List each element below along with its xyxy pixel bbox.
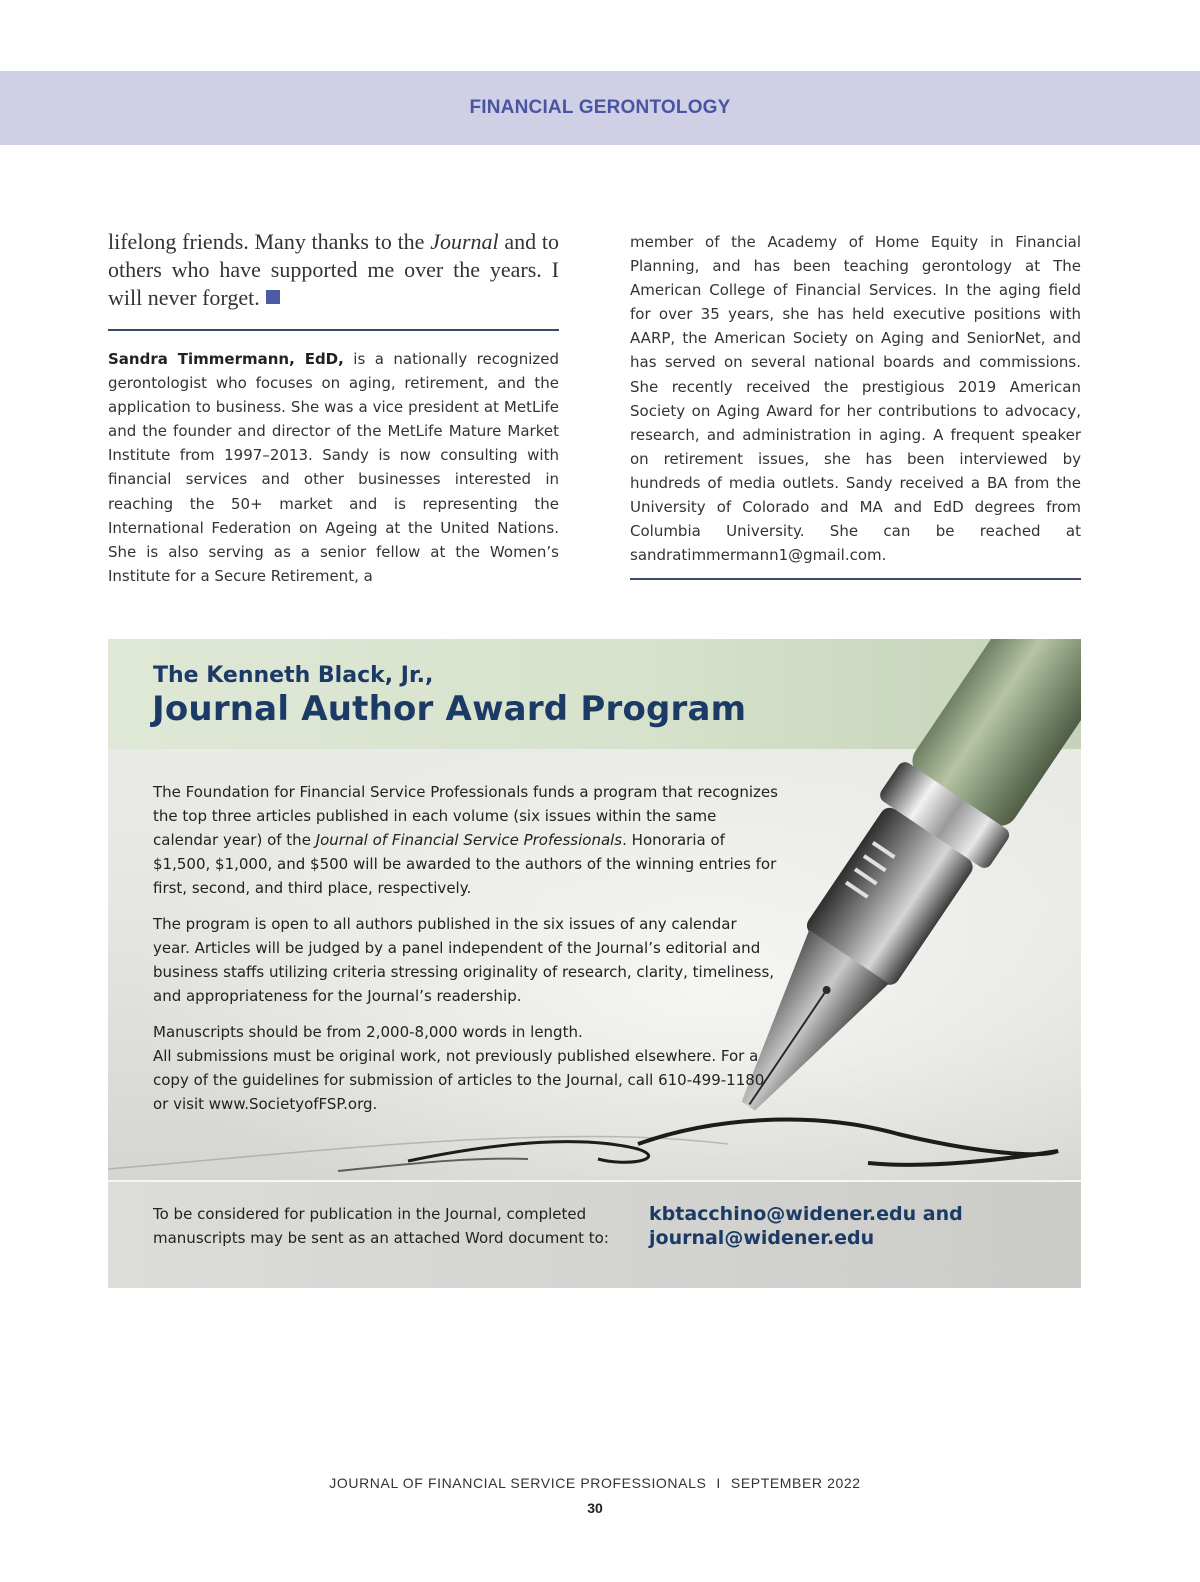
page-number: 30 bbox=[587, 1500, 603, 1516]
email-kbtacchino: kbtacchino@widener.edu and bbox=[649, 1203, 963, 1225]
closing-text-start: lifelong friends. Many thanks to the bbox=[108, 229, 431, 254]
right-column bbox=[630, 230, 1081, 580]
ad-p1-text-end: . Honoraria of $1,500, $1,000, and $500 will be awarded to the authors of the winning entries for first, second, and third place, respectively. bbox=[153, 831, 777, 897]
ad-footer bbox=[108, 1182, 1081, 1288]
ad-p1-text: The Foundation for Financial Service Professionals funds a program that recognizes the top three articles published in each volume (six issues within the same calendar year) of the bbox=[153, 783, 778, 849]
author-bio-right: member of the Academy of Home Equity in Financial Planning, and has been teaching gerontology at The American College of Financial Services. In the aging field for over 35 years, she has held executive positions with AARP, the American Society on Aging and SeniorNet, and has served on several national boards and commissions. She recently received the prestigious 2019 American Society on Aging Award for her contributions to advocacy, research, and administration in aging. A frequent speaker on retirement issues, she has been interviewed by hundreds of media outlets. Sandy received a BA from the University of Colorado and MA and EdD degrees from Columbia University. She can be reached at sandratimmermann1@gmail.com. bbox=[630, 233, 1081, 565]
ad-paragraph-manuscripts bbox=[153, 1020, 778, 1116]
ad-title: Journal Author Award Program bbox=[152, 689, 747, 729]
left-column bbox=[108, 228, 559, 588]
email-journal: journal@widener.edu bbox=[649, 1227, 875, 1249]
ad-word-limit: Manuscripts should be from 2,000-8,000 words in length. bbox=[153, 1023, 583, 1041]
ad-submission-guidelines: All submissions must be original work, not previously published elsewhere. For a copy of the guidelines for submission of articles to the Journal, call 610-499-1180 or visit www.SocietyofFSP.org. bbox=[153, 1047, 765, 1113]
article-closing-paragraph bbox=[108, 228, 559, 312]
divider-rule bbox=[108, 329, 559, 331]
running-footer bbox=[0, 1475, 1190, 1491]
ad-paragraph-eligibility: The program is open to all authors published in the six issues of any calendar year. Articles will be judged by a panel independent of the Journal’s editorial and business staffs utilizing criteria stressing originality of research, clarity, timeliness, and appropriateness for the Journal’s readership. bbox=[153, 915, 775, 1005]
award-program-ad bbox=[108, 639, 1081, 1288]
footer-journal-name: JOURNAL OF FINANCIAL SERVICE PROFESSIONALS bbox=[329, 1475, 707, 1491]
section-title: FINANCIAL GERONTOLOGY bbox=[469, 97, 731, 118]
ad-paragraph-funding bbox=[153, 780, 778, 900]
ad-body bbox=[153, 780, 778, 1128]
footer-issue-date: SEPTEMBER 2022 bbox=[730, 1475, 861, 1491]
closing-text-end: and to others who have supported me over the years. I will never forget. bbox=[108, 229, 559, 310]
ad-contact-emails bbox=[649, 1202, 963, 1250]
footer-separator: I bbox=[716, 1475, 721, 1491]
end-of-article-mark-icon bbox=[266, 290, 280, 304]
ad-journal-name: Journal of Financial Service Professionals bbox=[315, 831, 623, 849]
divider-rule bbox=[630, 578, 1081, 580]
author-bio-left bbox=[108, 347, 559, 588]
closing-journal-italic: Journal bbox=[430, 229, 499, 254]
author-name: Sandra Timmermann, EdD, bbox=[108, 350, 344, 368]
section-header-band bbox=[0, 71, 1200, 145]
ad-submission-instructions: To be considered for publication in the Journal, completed manuscripts may be sent as an attached Word document to: bbox=[153, 1205, 609, 1247]
author-bio-text: is a nationally recognized gerontologist who focuses on aging, retirement, and the application to business. She was a vice president at MetLife and the founder and director of the MetLife Mature Market Institute from 1997–2013. Sandy is now consulting with financial services and other businesses interested in reaching the 50+ market and is representing the International Federation on Ageing at the United Nations. She is also serving as a senior fellow at the Women’s Institute for a Secure Retirement, a bbox=[108, 350, 559, 585]
ad-kicker: The Kenneth Black, Jr., bbox=[153, 663, 434, 688]
